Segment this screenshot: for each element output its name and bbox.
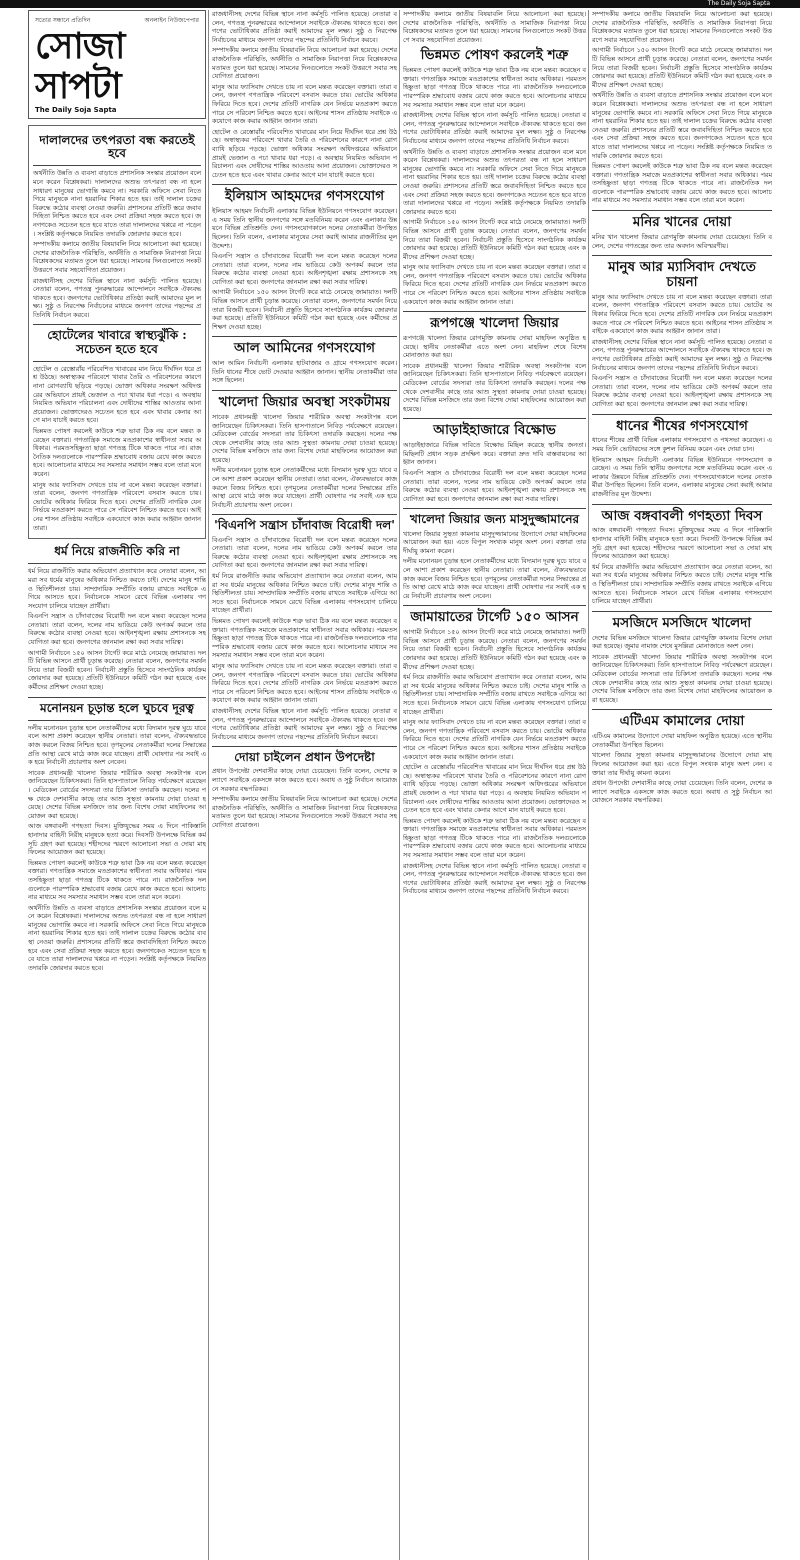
divider xyxy=(403,605,586,606)
article-headline: ধানের শীষের গণসংযোগ xyxy=(616,417,748,434)
article-body xyxy=(592,634,772,705)
divider xyxy=(28,720,206,721)
article-body xyxy=(212,767,397,829)
article-paragraph: ধানের শীষের প্রার্থী বিভিন্ন এলাকায় গণসংযোগ ও পথসভা করেছেন। এ সময় তিনি ভোটারদের সঙ্গে কুশল বিনিময় করেন এবং দোয়া চান। xyxy=(592,436,772,453)
article-paragraph: দলীয় মনোনয়ন চূড়ান্ত হলে নেতাকর্মীদের মধ্যে বিদ্যমান দূরত্ব ঘুচে যাবে বলে আশা প্রকাশ করেছেন স্থানীয় নেতারা। তারা বলেন, ঐক্যবদ্ধভাবে কাজ করলে বিজয় নিশ্চিত হবে। তৃণমূলের নেতাকর্মীরা দলের সিদ্ধান্তের প্রতি আস্থা রেখে মাঠে কাজ করে যাচ্ছেন। প্রার্থী ঘোষণার পর সবাই এক হয়ে নির্বাচনী প্রচারণায় অংশ নেবেন। xyxy=(28,723,206,767)
article-body xyxy=(212,10,397,179)
column-rule xyxy=(399,10,400,1560)
article-paragraph: আগামী নির্বাচনে ১৫০ আসন টার্গেট করে মাঠে নেমেছে জামায়াত। দলটি বিভিন্ন আসনে প্রার্থী চূড়ান্ত করেছে। নেতারা বলেন, জনগণের সমর্থন নিয়ে তারা বিজয়ী হবেন। নির্বাচনী প্রস্তুতি হিসেবে সাংগঠনিক কার্যক্রম জোরদার করা হয়েছে। প্রতিটি ইউনিয়নে কমিটি গঠন করা হয়েছে এবং কর্মীদের প্রশিক্ষণ দেওয়া হচ্ছে। xyxy=(212,288,397,331)
article-paragraph: সম্পাদকীয় কলামে জাতীয় বিষয়াবলি নিয়ে আলোচনা করা হয়েছে। দেশের রাজনৈতিক পরিস্থিতি, অর্থনীতি ও সামাজিক নিরাপত্তা নিয়ে বিশ্লেষকদের মতামত তুলে ধরা হয়েছে। সামনের দিনগুলোতে সংকট উত্তরণে সবার সহযোগিতা প্রয়োজন। xyxy=(592,10,772,44)
article-paragraph: আল আমিন নির্বাচনী এলাকার হাটবাজার ও গ্রামে গণসংযোগ করেন। তিনি ধানের শীষে ভোট দেওয়ার আহ্বান জানান। স্থানীয় নেতাকর্মীরা তার সঙ্গে ছিলেন। xyxy=(212,359,397,385)
article-body xyxy=(592,233,772,250)
article-paragraph: রাজধানীসহ দেশের বিভিন্ন স্থানে নানা কর্মসূচি পালিত হয়েছে। নেতারা বলেন, গণতন্ত্র পুনরুদ্ধারের আন্দোলনে সবাইকে ঐক্যবদ্ধ থাকতে হবে। জনগণের ভোটাধিকার প্রতিষ্ঠা করাই আমাদের মূল লক্ষ্য। সুষ্ঠু ও নিরপেক্ষ নির্বাচনের মাধ্যমে জনগণ তাদের পছন্দের প্রতিনিধি নির্বাচন করবে। xyxy=(403,861,586,896)
article-body xyxy=(33,169,201,319)
article-body xyxy=(28,567,206,691)
article-paragraph: রাজধানীসহ দেশের বিভিন্ন স্থানে নানা কর্মসূচি পালিত হয়েছে। নেতারা বলেন, গণতন্ত্র পুনরুদ্ধারের আন্দোলনে সবাইকে ঐক্যবদ্ধ থাকতে হবে। জনগণের ভোটাধিকার প্রতিষ্ঠা করাই আমাদের মূল লক্ষ্য। সুষ্ঠু ও নিরপেক্ষ নির্বাচনের মাধ্যমে জনগণ তাদের পছন্দের প্রতিনিধি নির্বাচন করবে। xyxy=(212,10,397,44)
article-paragraph: বিএনপি সন্ত্রাস ও চাঁদাবাজের বিরোধী দল বলে মন্তব্য করেছেন দলের নেতারা। তারা বলেন, দলের নাম ভাঙিয়ে কেউ অপকর্ম করলে তার বিরুদ্ধে কঠোর ব্যবস্থা নেওয়া হবে। আইনশৃঙ্খলা রক্ষায় প্রশাসনকে সহযোগিতা করা হবে। জনগণের জানমাল রক্ষা করা সবার দায়িত্ব। xyxy=(403,469,586,503)
article-paragraph: হোটেল ও রেস্তোরাঁয় পরিবেশিত খাবারের মান নিয়ে দীর্ঘদিন ধরে প্রশ্ন উঠছে। অস্বাস্থ্যকর পরিবেশে খাবার তৈরি ও পরিবেশনের কারণে নানা রোগব্যাধি ছড়িয়ে পড়ছে। ভোক্তা অধিকার সংরক্ষণ অধিদপ্তরের অভিযানে প্রায়ই ভেজাল ও পচা খাবার ধরা পড়ে। এ অবস্থায় নিয়মিত অভিযান পরিচালনা এবং দোষীদের শাস্তির আওতায় আনা প্রয়োজন। ভোক্তাদেরও সচেতন হতে হবে এবং খাবার কেনার আগে মান যাচাই করতে হবে। xyxy=(403,763,586,815)
article-paragraph: সম্পাদকীয় কলামে জাতীয় বিষয়াবলি নিয়ে আলোচনা করা হয়েছে। দেশের রাজনৈতিক পরিস্থিতি, অর্থনীতি ও সামাজিক নিরাপত্তা নিয়ে বিশ্লেষকদের মতামত তুলে ধরা হয়েছে। সামনের দিনগুলোতে সংকট উত্তরণে সবার সহযোগিতা প্রয়োজন। xyxy=(212,795,397,830)
divider xyxy=(403,311,586,312)
article-paragraph: সম্পাদকীয় কলামে জাতীয় বিষয়াবলি নিয়ে আলোচনা করা হয়েছে। দেশের রাজনৈতিক পরিস্থিতি, অর্থনীতি ও সামাজিক নিরাপত্তা নিয়ে বিশ্লেষকদের মতামত তুলে ধরা হয়েছে। সামনের দিনগুলোতে সংকট উত্তরণে সবার সহযোগিতা প্রয়োজন। xyxy=(403,10,586,44)
article-paragraph: আড়াইহাজারে বিভিন্ন দাবিতে বিক্ষোভ মিছিল করেছে স্থানীয় জনতা। মিছিলটি প্রধান সড়ক প্রদক্ষিণ করে। বক্তারা দ্রুত দাবি বাস্তবায়নের আহ্বান জানান। xyxy=(403,441,586,467)
masthead-tag-left: সত্যের সন্ধানে প্রতিদিন xyxy=(35,17,91,24)
article-paragraph: মানুষ আর ফ্যাসিবাদ দেখতে চায় না বলে মন্তব্য করেছেন বক্তারা। তারা বলেন, জনগণ গণতান্ত্রিক পরিবেশে বসবাস করতে চায়। ভোটের অধিকার ফিরিয়ে দিতে হবে। দেশের প্রতিটি নাগরিক যেন নির্ভয়ে মতপ্রকাশ করতে পারে সে পরিবেশ নিশ্চিত করতে হবে। আইনের শাসন প্রতিষ্ঠায় সবাইকে একযোগে কাজ করার আহ্বান জানান তারা। xyxy=(212,82,397,126)
article-headline: মানুষ আর ম্যাসিবাদ দেখতে চায়না xyxy=(608,259,756,290)
article-paragraph: অর্থনীতি উন্নতি ও ব্যবসা বাড়াতে প্রশাসনিক সংস্কার প্রয়োজন বলে মনে করেন বিশ্লেষকরা। দালালদের অশুভ তৎপরতা বন্ধ না হলে সাধারণ মানুষের ভোগান্তি কমবে না। সরকারি অফিসে সেবা নিতে গিয়ে মানুষকে নানা হয়রানির শিকার হতে হয়। তাই দালাল চক্রের বিরুদ্ধে কঠোর ব্যবস্থা নেওয়া জরুরি। প্রশাসনের প্রতিটি স্তরে জবাবদিহিতা নিশ্চিত করতে হবে এবং সেবা প্রক্রিয়া সহজ করতে হবে। জনগণকেও সচেতন হতে হবে যাতে তারা দালালদের খপ্পরে না পড়েন। সংশ্লিষ্ট কর্তৃপক্ষকে নিয়মিত তদারকি জোরদার করতে হবে। xyxy=(403,147,586,216)
article-paragraph: বিএনপি সন্ত্রাস ও চাঁদাবাজের বিরোধী দল বলে মন্তব্য করেছেন দলের নেতারা। তারা বলেন, দলের নাম ভাঙিয়ে কেউ অপকর্ম করলে তার বিরুদ্ধে কঠোর ব্যবস্থা নেওয়া হবে। আইনশৃঙ্খলা রক্ষায় প্রশাসনকে সহযোগিতা করা হবে। জনগণের জানমাল রক্ষা করা সবার দায়িত্ব। xyxy=(212,252,397,286)
article-paragraph: এটিএম কামালের উদ্যোগে দোয়া মাহফিল অনুষ্ঠিত হয়েছে। এতে স্থানীয় নেতাকর্মীরা উপস্থিত ছিলেন। xyxy=(592,732,772,749)
masthead xyxy=(28,10,206,119)
article-headline: মনোনয়ন চূড়ান্ত হলে ঘুচবে দূরত্ব xyxy=(40,700,194,715)
article-paragraph: রাজধানীসহ দেশের বিভিন্ন স্থানে নানা কর্মসূচি পালিত হয়েছে। নেতারা বলেন, গণতন্ত্র পুনরুদ্ধারের আন্দোলনে সবাইকে ঐক্যবদ্ধ থাকতে হবে। জনগণের ভোটাধিকার প্রতিষ্ঠা করাই আমাদের মূল লক্ষ্য। সুষ্ঠু ও নিরপেক্ষ নির্বাচনের মাধ্যমে জনগণ তাদের পছন্দের প্রতিনিধি নির্বাচন করবে। xyxy=(403,111,586,145)
article-body xyxy=(592,10,772,205)
article-headline: 'বিএনপি সন্ত্রাস চাঁদাবাজ বিরোধী দল' xyxy=(214,518,395,533)
article-body xyxy=(592,293,772,409)
article-headline: রূপগঞ্জে খালেদা জিয়ার xyxy=(430,315,559,332)
article-headline: মনির খানের দোয়া xyxy=(632,214,732,231)
divider xyxy=(212,514,397,515)
article-paragraph: আগামী নির্বাচনে ১৫০ আসন টার্গেট করে মাঠে নেমেছে জামায়াত। দলটি বিভিন্ন আসনে প্রার্থী চূড়ান্ত করেছে। নেতারা বলেন, জনগণের সমর্থন নিয়ে তারা বিজয়ী হবেন। নির্বাচনী প্রস্তুতি হিসেবে সাংগঠনিক কার্যক্রম জোরদার করা হয়েছে। প্রতিটি ইউনিয়নে কমিটি গঠন করা হয়েছে এবং কর্মীদের প্রশিক্ষণ দেওয়া হচ্ছে। xyxy=(403,628,586,671)
article-paragraph: প্রধান উপদেষ্টা দেশবাসীর কাছে দোয়া চেয়েছেন। তিনি বলেন, দেশের কল্যাণে সবাইকে একসঙ্গে কাজ করতে হবে। অবাধ ও সুষ্ঠু নির্বাচন আয়োজনে সরকার বদ্ধপরিকর। xyxy=(592,779,772,805)
column-rule xyxy=(588,10,589,1560)
article-paragraph: মানুষ আর ফ্যাসিবাদ দেখতে চায় না বলে মন্তব্য করেছেন বক্তারা। তারা বলেন, জনগণ গণতান্ত্রিক পরিবেশে বসবাস করতে চায়। ভোটের অধিকার ফিরিয়ে দিতে হবে। দেশের প্রতিটি নাগরিক যেন নির্ভয়ে মতপ্রকাশ করতে পারে সে পরিবেশ নিশ্চিত করতে হবে। আইনের শাসন প্রতিষ্ঠায় সবাইকে একযোগে কাজ করার আহ্বান জানান তারা। xyxy=(212,661,397,705)
divider xyxy=(592,255,772,256)
column-4 xyxy=(592,10,772,1560)
divider xyxy=(592,611,772,612)
article-headline: ভিন্নমত পোষণ করলেই শত্রু xyxy=(420,47,569,64)
article-headline: দোয়া চাইলেন প্রধান উপদেষ্টা xyxy=(234,750,375,765)
divider xyxy=(212,336,397,337)
divider xyxy=(28,697,206,698)
article-paragraph: সাবেক প্রধানমন্ত্রী খালেদা জিয়ার শারীরিক অবস্থা সংকটাপন্ন বলে জানিয়েছেন চিকিৎসকরা। তিনি হাসপাতালে নিবিড় পর্যবেক্ষণে রয়েছেন। মেডিকেল বোর্ডের সদস্যরা তার চিকিৎসা তদারকি করছেন। দলের পক্ষ থেকে দেশবাসীর কাছে তার আশু সুস্থতা কামনায় দোয়া চাওয়া হয়েছে। দেশের বিভিন্ন মসজিদে তার জন্য বিশেষ দোয়া মাহফিলের আয়োজন করা হয়েছে। xyxy=(212,412,397,464)
article-body xyxy=(403,334,586,413)
divider xyxy=(403,418,586,419)
article-paragraph: ভিন্নমত পোষণ করলেই কাউকে শত্রু ভাবা ঠিক নয় বলে মন্তব্য করেছেন বক্তারা। গণতান্ত্রিক সমাজে মতপ্রকাশের স্বাধীনতা সবার অধিকার। পরমতসহিষ্ণুতা ছাড়া গণতন্ত্র টিকে থাকতে পারে না। রাজনৈতিক দলগুলোকে পারস্পরিক শ্রদ্ধাবোধ বজায় রেখে কাজ করতে হবে। আলোচনার মাধ্যমে সব সমস্যার সমাধান সম্ভব বলে তারা মনে করেন। xyxy=(403,816,586,860)
article-paragraph: মানুষ আর ফ্যাসিবাদ দেখতে চায় না বলে মন্তব্য করেছেন বক্তারা। তারা বলেন, জনগণ গণতান্ত্রিক পরিবেশে বসবাস করতে চায়। ভোটের অধিকার ফিরিয়ে দিতে হবে। দেশের প্রতিটি নাগরিক যেন নির্ভয়ে মতপ্রকাশ করতে পারে সে পরিবেশ নিশ্চিত করতে হবে। আইনের শাসন প্রতিষ্ঠায় সবাইকে একযোগে কাজ করার আহ্বান জানান তারা। xyxy=(403,263,586,306)
article-paragraph: আজ বঙ্গবাবলী গণহত্যা দিবস। মুক্তিযুদ্ধের সময় এ দিনে পাকিস্তানি হানাদার বাহিনী নিরীহ মানুষকে হত্যা করে। দিবসটি উপলক্ষে বিভিন্ন কর্মসূচি গ্রহণ করা হয়েছে। শহীদদের স্মরণে আলোচনা সভা ও দোয়া মাহফিলের আয়োজন করা হয়েছে। xyxy=(28,822,206,857)
article-paragraph: দলীয় মনোনয়ন চূড়ান্ত হলে নেতাকর্মীদের মধ্যে বিদ্যমান দূরত্ব ঘুচে যাবে বলে আশা প্রকাশ করেছেন স্থানীয় নেতারা। তারা বলেন, ঐক্যবদ্ধভাবে কাজ করলে বিজয় নিশ্চিত হবে। তৃণমূলের নেতাকর্মীরা দলের সিদ্ধান্তের প্রতি আস্থা রেখে মাঠে কাজ করে যাচ্ছেন। প্রার্থী ঘোষণার পর সবাই এক হয়ে নির্বাচনী প্রচারণায় অংশ নেবেন। xyxy=(403,557,586,600)
divider xyxy=(592,210,772,211)
article-headline: খালেদা জিয়ার অবস্থা সংকটাময় xyxy=(218,394,391,411)
divider xyxy=(33,361,201,362)
top-bar xyxy=(0,0,800,8)
newspaper-name: সোজা সাপটা xyxy=(35,25,125,107)
article-body xyxy=(592,436,772,498)
article-paragraph: ভিন্নমত পোষণ করলেই কাউকে শত্রু ভাবা ঠিক নয় বলে মন্তব্য করেছেন বক্তারা। গণতান্ত্রিক সমাজে মতপ্রকাশের স্বাধীনতা সবার অধিকার। পরমতসহিষ্ণুতা ছাড়া গণতন্ত্র টিকে থাকতে পারে না। রাজনৈতিক দলগুলোকে পারস্পরিক শ্রদ্ধাবোধ বজায় রেখে কাজ করতে হবে। আলোচনার মাধ্যমে সব সমস্যার সমাধান সম্ভব বলে তারা মনে করেন। xyxy=(28,858,206,902)
article-body xyxy=(212,359,397,385)
article-paragraph: রূপগঞ্জে খালেদা জিয়ার রোগমুক্তি কামনায় দোয়া মাহফিল অনুষ্ঠিত হয়েছে। স্থানীয় নেতাকর্মীরা এতে অংশ নেন। মাহফিল শেষে বিশেষ মোনাজাত করা হয়। xyxy=(403,334,586,360)
article-paragraph: সাবেক প্রধানমন্ত্রী খালেদা জিয়ার শারীরিক অবস্থা সংকটাপন্ন বলে জানিয়েছেন চিকিৎসকরা। তিনি হাসপাতালে নিবিড় পর্যবেক্ষণে রয়েছেন। মেডিকেল বোর্ডের সদস্যরা তার চিকিৎসা তদারকি করছেন। দলের পক্ষ থেকে দেশবাসীর কাছে তার আশু সুস্থতা কামনায় দোয়া চাওয়া হয়েছে। দেশের বিভিন্ন মসজিদে তার জন্য বিশেষ দোয়া মাহফিলের আয়োজন করা হয়েছে। xyxy=(403,361,586,413)
article-paragraph: রাজধানীসহ দেশের বিভিন্ন স্থানে নানা কর্মসূচি পালিত হয়েছে। নেতারা বলেন, গণতন্ত্র পুনরুদ্ধারের আন্দোলনে সবাইকে ঐক্যবদ্ধ থাকতে হবে। জনগণের ভোটাধিকার প্রতিষ্ঠা করাই আমাদের মূল লক্ষ্য। সুষ্ঠু ও নিরপেক্ষ নির্বাচনের মাধ্যমে জনগণ তাদের পছন্দের প্রতিনিধি নির্বাচন করবে। xyxy=(33,276,201,319)
divider xyxy=(33,165,201,166)
divider xyxy=(592,414,772,415)
article-paragraph: সম্পাদকীয় কলামে জাতীয় বিষয়াবলি নিয়ে আলোচনা করা হয়েছে। দেশের রাজনৈতিক পরিস্থিতি, অর্থনীতি ও সামাজিক নিরাপত্তা নিয়ে বিশ্লেষকদের মতামত তুলে ধরা হয়েছে। সামনের দিনগুলোতে সংকট উত্তরণে সবার সহযোগিতা প্রয়োজন। xyxy=(212,46,397,81)
article-paragraph: রাজধানীসহ দেশের বিভিন্ন স্থানে নানা কর্মসূচি পালিত হয়েছে। নেতারা বলেন, গণতন্ত্র পুনরুদ্ধারের আন্দোলনে সবাইকে ঐক্যবদ্ধ থাকতে হবে। জনগণের ভোটাধিকার প্রতিষ্ঠা করাই আমাদের মূল লক্ষ্য। সুষ্ঠু ও নিরপেক্ষ নির্বাচনের মাধ্যমে জনগণ তাদের পছন্দের প্রতিনিধি নির্বাচন করবে। xyxy=(212,706,397,741)
article-body xyxy=(592,526,772,605)
article-paragraph: ধর্ম নিয়ে রাজনীতি করার অভিযোগ প্রত্যাখ্যান করে নেতারা বলেন, আমরা সব ধর্মের মানুষের অধিকার নিশ্চিত করতে চাই। দেশের মানুষ শান্তি ও স্থিতিশীলতা চায়। সাম্প্রদায়িক সম্প্রীতি বজায় রাখতে সবাইকে এগিয়ে আসতে হবে। নির্বাচনকে সামনে রেখে বিভিন্ন এলাকায় গণসংযোগ চালিয়ে যাচ্ছেন প্রার্থীরা। xyxy=(28,567,206,610)
article-paragraph: ভিন্নমত পোষণ করলেই কাউকে শত্রু ভাবা ঠিক নয় বলে মন্তব্য করেছেন বক্তারা। গণতান্ত্রিক সমাজে মতপ্রকাশের স্বাধীনতা সবার অধিকার। পরমতসহিষ্ণুতা ছাড়া গণতন্ত্র টিকে থাকতে পারে না। রাজনৈতিক দলগুলোকে পারস্পরিক শ্রদ্ধাবোধ বজায় রেখে কাজ করতে হবে। আলোচনার মাধ্যমে সব সমস্যার সমাধান সম্ভব বলে তারা মনে করেন। xyxy=(592,162,772,205)
article-paragraph: ভিন্নমত পোষণ করলেই কাউকে শত্রু ভাবা ঠিক নয় বলে মন্তব্য করেছেন বক্তারা। গণতান্ত্রিক সমাজে মতপ্রকাশের স্বাধীনতা সবার অধিকার। পরমতসহিষ্ণুতা ছাড়া গণতন্ত্র টিকে থাকতে পারে না। রাজনৈতিক দলগুলোকে পারস্পরিক শ্রদ্ধাবোধ বজায় রেখে কাজ করতে হবে। আলোচনার মাধ্যমে সব সমস্যার সমাধান সম্ভব বলে তারা মনে করেন। xyxy=(33,427,201,478)
article-paragraph: আগামী নির্বাচনে ১৫০ আসন টার্গেট করে মাঠে নেমেছে জামায়াত। দলটি বিভিন্ন আসনে প্রার্থী চূড়ান্ত করেছে। নেতারা বলেন, জনগণের সমর্থন নিয়ে তারা বিজয়ী হবেন। নির্বাচনী প্রস্তুতি হিসেবে সাংগঠনিক কার্যক্রম জোরদার করা হয়েছে। প্রতিটি ইউনিয়নে কমিটি গঠন করা হয়েছে এবং কর্মীদের প্রশিক্ষণ দেওয়া হচ্ছে। xyxy=(403,218,586,261)
article-paragraph: বিএনপি সন্ত্রাস ও চাঁদাবাজের বিরোধী দল বলে মন্তব্য করেছেন দলের নেতারা। তারা বলেন, দলের নাম ভাঙিয়ে কেউ অপকর্ম করলে তার বিরুদ্ধে কঠোর ব্যবস্থা নেওয়া হবে। আইনশৃঙ্খলা রক্ষায় প্রশাসনকে সহযোগিতা করা হবে। জনগণের জানমাল রক্ষা করা সবার দায়িত্ব। xyxy=(212,535,397,570)
article-body xyxy=(403,530,586,601)
article-paragraph: মানুষ আর ফ্যাসিবাদ দেখতে চায় না বলে মন্তব্য করেছেন বক্তারা। তারা বলেন, জনগণ গণতান্ত্রিক পরিবেশে বসবাস করতে চায়। ভোটের অধিকার ফিরিয়ে দিতে হবে। দেশের প্রতিটি নাগরিক যেন নির্ভয়ে মতপ্রকাশ করতে পারে সে পরিবেশ নিশ্চিত করতে হবে। আইনের শাসন প্রতিষ্ঠায় সবাইকে একযোগে কাজ করার আহ্বান জানান তারা। xyxy=(403,718,586,761)
article-paragraph: দেশের বিভিন্ন মসজিদে খালেদা জিয়ার রোগমুক্তি কামনায় বিশেষ দোয়া করা হয়েছে। জুমার নামাজ শেষে মুসল্লিরা মোনাজাতে অংশ নেন। xyxy=(592,633,772,651)
divider xyxy=(212,390,397,391)
article-headline: আজ বঙ্গবাবলী গণহত্যা দিবস xyxy=(601,507,763,524)
article-body xyxy=(33,365,201,532)
article-paragraph: অর্থনীতি উন্নতি ও ব্যবসা বাড়াতে প্রশাসনিক সংস্কার প্রয়োজন বলে মনে করেন বিশ্লেষকরা। দালালদের অশুভ তৎপরতা বন্ধ না হলে সাধারণ মানুষের ভোগান্তি কমবে না। সরকারি অফিসে সেবা নিতে গিয়ে মানুষকে নানা হয়রানির শিকার হতে হয়। তাই দালাল চক্রের বিরুদ্ধে কঠোর ব্যবস্থা নেওয়া জরুরি। প্রশাসনের প্রতিটি স্তরে জবাবদিহিতা নিশ্চিত করতে হবে এবং সেবা প্রক্রিয়া সহজ করতে হবে। জনগণকেও সচেতন হতে হবে যাতে তারা দালালদের খপ্পরে না পড়েন। সংশ্লিষ্ট কর্তৃপক্ষকে নিয়মিত তদারকি জোরদার করতে হবে। xyxy=(28,903,206,972)
article-paragraph: রাজধানীসহ দেশের বিভিন্ন স্থানে নানা কর্মসূচি পালিত হয়েছে। নেতারা বলেন, গণতন্ত্র পুনরুদ্ধারের আন্দোলনে সবাইকে ঐক্যবদ্ধ থাকতে হবে। জনগণের ভোটাধিকার প্রতিষ্ঠা করাই আমাদের মূল লক্ষ্য। সুষ্ঠু ও নিরপেক্ষ নির্বাচনের মাধ্যমে জনগণ তাদের পছন্দের প্রতিনিধি নির্বাচন করবে। xyxy=(592,337,772,372)
column-rule xyxy=(208,10,209,1560)
article-paragraph: আগামী নির্বাচনে ১৫০ আসন টার্গেট করে মাঠে নেমেছে জামায়াত। দলটি বিভিন্ন আসনে প্রার্থী চূড়ান্ত করেছে। নেতারা বলেন, জনগণের সমর্থন নিয়ে তারা বিজয়ী হবেন। নির্বাচনী প্রস্তুতি হিসেবে সাংগঠনিক কার্যক্রম জোরদার করা হয়েছে। প্রতিটি ইউনিয়নে কমিটি গঠন করা হয়েছে এবং কর্মীদের প্রশিক্ষণ দেওয়া হচ্ছে। xyxy=(592,46,772,89)
article-headline: আল আমিনের গণসংযোগ xyxy=(234,340,375,357)
article-paragraph: হোটেল ও রেস্তোরাঁয় পরিবেশিত খাবারের মান নিয়ে দীর্ঘদিন ধরে প্রশ্ন উঠছে। অস্বাস্থ্যকর পরিবেশে খাবার তৈরি ও পরিবেশনের কারণে নানা রোগব্যাধি ছড়িয়ে পড়ছে। ভোক্তা অধিকার সংরক্ষণ অধিদপ্তরের অভিযানে প্রায়ই ভেজাল ও পচা খাবার ধরা পড়ে। এ অবস্থায় নিয়মিত অভিযান পরিচালনা এবং দোষীদের শাস্তির আওতায় আনা প্রয়োজন। ভোক্তাদেরও সচেতন হতে হবে এবং খাবার কেনার আগে মান যাচাই করতে হবে। xyxy=(33,364,201,425)
article-headline: আড়াইহাজারে বিক্ষোভ xyxy=(433,422,556,439)
article-paragraph: প্রধান উপদেষ্টা দেশবাসীর কাছে দোয়া চেয়েছেন। তিনি বলেন, দেশের কল্যাণে সবাইকে একসঙ্গে কাজ করতে হবে। অবাধ ও সুষ্ঠু নির্বাচন আয়োজনে সরকার বদ্ধপরিকর। xyxy=(212,767,397,793)
article-paragraph: বিএনপি সন্ত্রাস ও চাঁদাবাজের বিরোধী দল বলে মন্তব্য করেছেন দলের নেতারা। তারা বলেন, দলের নাম ভাঙিয়ে কেউ অপকর্ম করলে তার বিরুদ্ধে কঠোর ব্যবস্থা নেওয়া হবে। আইনশৃঙ্খলা রক্ষায় প্রশাসনকে সহযোগিতা করা হবে। জনগণের জানমাল রক্ষা করা সবার দায়িত্ব। xyxy=(592,374,772,408)
article-paragraph: অর্থনীতি উন্নতি ও ব্যবসা বাড়াতে প্রশাসনিক সংস্কার প্রয়োজন বলে মনে করেন বিশ্লেষকরা। দালালদের অশুভ তৎপরতা বন্ধ না হলে সাধারণ মানুষের ভোগান্তি কমবে না। সরকারি অফিসে সেবা নিতে গিয়ে মানুষকে নানা হয়রানির শিকার হতে হয়। তাই দালাল চক্রের বিরুদ্ধে কঠোর ব্যবস্থা নেওয়া জরুরি। প্রশাসনের প্রতিটি স্তরে জবাবদিহিতা নিশ্চিত করতে হবে এবং সেবা প্রক্রিয়া সহজ করতে হবে। জনগণকেও সচেতন হতে হবে যাতে তারা দালালদের খপ্পরে না পড়েন। সংশ্লিষ্ট কর্তৃপক্ষকে নিয়মিত তদারকি জোরদার করতে হবে। xyxy=(33,169,201,238)
article-paragraph: ধর্ম নিয়ে রাজনীতি করার অভিযোগ প্রত্যাখ্যান করে নেতারা বলেন, আমরা সব ধর্মের মানুষের অধিকার নিশ্চিত করতে চাই। দেশের মানুষ শান্তি ও স্থিতিশীলতা চায়। সাম্প্রদায়িক সম্প্রীতি বজায় রাখতে সবাইকে এগিয়ে আসতে হবে। নির্বাচনকে সামনে রেখে বিভিন্ন এলাকায় গণসংযোগ চালিয়ে যাচ্ছেন প্রার্থীরা। xyxy=(212,572,397,615)
article-headline: ধর্ম নিয়ে রাজনীতি করি না xyxy=(54,544,180,559)
article-paragraph: সাবেক প্রধানমন্ত্রী খালেদা জিয়ার শারীরিক অবস্থা সংকটাপন্ন বলে জানিয়েছেন চিকিৎসকরা। তিনি হাসপাতালে নিবিড় পর্যবেক্ষণে রয়েছেন। মেডিকেল বোর্ডের সদস্যরা তার চিকিৎসা তদারকি করছেন। দলের পক্ষ থেকে দেশবাসীর কাছে তার আশু সুস্থতা কামনায় দোয়া চাওয়া হয়েছে। দেশের বিভিন্ন মসজিদে তার জন্য বিশেষ দোয়া মাহফিলের আয়োজন করা হয়েছে। xyxy=(28,768,206,820)
article-body xyxy=(28,724,206,973)
article-headline: ইলিয়াস আহমদের গণসংযোগ xyxy=(224,188,385,205)
article-paragraph: আগামী নির্বাচনে ১৫০ আসন টার্গেট করে মাঠে নেমেছে জামায়াত। দলটি বিভিন্ন আসনে প্রার্থী চূড়ান্ত করেছে। নেতারা বলেন, জনগণের সমর্থন নিয়ে তারা বিজয়ী হবেন। নির্বাচনী প্রস্তুতি হিসেবে সাংগঠনিক কার্যক্রম জোরদার করা হয়েছে। প্রতিটি ইউনিয়নে কমিটি গঠন করা হয়েছে এবং কর্মীদের প্রশিক্ষণ দেওয়া হচ্ছে। xyxy=(28,648,206,692)
article-headline: খালেদা জিয়ার জন্য মাসুদুজ্জামানের xyxy=(409,512,580,527)
article-headline: হোটেলের খাবারে স্বাস্থ্যঝুঁকি : সচেতন হতে হবে xyxy=(47,328,187,356)
article-body xyxy=(403,628,586,896)
article-paragraph: ইলিয়াস আহমদ নির্বাচনী এলাকার বিভিন্ন ইউনিয়নে গণসংযোগ করেছেন। এ সময় তিনি স্থানীয় জনগণের সঙ্গে মতবিনিময় করেন এবং এলাকার উন্নয়নে বিভিন্ন প্রতিশ্রুতি দেন। গণসংযোগকালে দলের নেতাকর্মীরা উপস্থিত ছিলেন। তিনি বলেন, এলাকার মানুষের সেবা করাই আমার রাজনীতির মূল উদ্দেশ্য। xyxy=(592,455,772,498)
article-paragraph: ভিন্নমত পোষণ করলেই কাউকে শত্রু ভাবা ঠিক নয় বলে মন্তব্য করেছেন বক্তারা। গণতান্ত্রিক সমাজে মতপ্রকাশের স্বাধীনতা সবার অধিকার। পরমতসহিষ্ণুতা ছাড়া গণতন্ত্র টিকে থাকতে পারে না। রাজনৈতিক দলগুলোকে পারস্পরিক শ্রদ্ধাবোধ বজায় রেখে কাজ করতে হবে। আলোচনার মাধ্যমে সব সমস্যার সমাধান সম্ভব বলে তারা মনে করেন। xyxy=(403,66,586,109)
article-paragraph: অর্থনীতি উন্নতি ও ব্যবসা বাড়াতে প্রশাসনিক সংস্কার প্রয়োজন বলে মনে করেন বিশ্লেষকরা। দালালদের অশুভ তৎপরতা বন্ধ না হলে সাধারণ মানুষের ভোগান্তি কমবে না। সরকারি অফিসে সেবা নিতে গিয়ে মানুষকে নানা হয়রানির শিকার হতে হয়। তাই দালাল চক্রের বিরুদ্ধে কঠোর ব্যবস্থা নেওয়া জরুরি। প্রশাসনের প্রতিটি স্তরে জবাবদিহিতা নিশ্চিত করতে হবে এবং সেবা প্রক্রিয়া সহজ করতে হবে। জনগণকেও সচেতন হতে হবে যাতে তারা দালালদের খপ্পরে না পড়েন। সংশ্লিষ্ট কর্তৃপক্ষকে নিয়মিত তদারকি জোরদার করতে হবে। xyxy=(592,91,772,160)
article-paragraph: খালেদা জিয়ার সুস্থতা কামনায় মাসুদুজ্জামানের উদ্যোগে দোয়া মাহফিলের আয়োজন করা হয়। এতে বিপুল সংখ্যক মানুষ অংশ নেন। বক্তারা তার দীর্ঘায়ু কামনা করেন। xyxy=(592,751,772,777)
article-body xyxy=(403,66,586,306)
article-paragraph: মানুষ আর ফ্যাসিবাদ দেখতে চায় না বলে মন্তব্য করেছেন বক্তারা। তারা বলেন, জনগণ গণতান্ত্রিক পরিবেশে বসবাস করতে চায়। ভোটের অধিকার ফিরিয়ে দিতে হবে। দেশের প্রতিটি নাগরিক যেন নির্ভয়ে মতপ্রকাশ করতে পারে সে পরিবেশ নিশ্চিত করতে হবে। আইনের শাসন প্রতিষ্ঠায় সবাইকে একযোগে কাজ করার আহ্বান জানান তারা। xyxy=(592,292,772,336)
article-body xyxy=(403,10,586,44)
article-body xyxy=(212,536,397,742)
column-2 xyxy=(212,10,397,1560)
article-headline: দালালদের তৎপরতা বন্ধ করতেই হবে xyxy=(39,133,195,161)
column-1 xyxy=(28,10,206,1560)
divider xyxy=(212,746,397,747)
article-paragraph: বিএনপি সন্ত্রাস ও চাঁদাবাজের বিরোধী দল বলে মন্তব্য করেছেন দলের নেতারা। তারা বলেন, দলের নাম ভাঙিয়ে কেউ অপকর্ম করলে তার বিরুদ্ধে কঠোর ব্যবস্থা নেওয়া হবে। আইনশৃঙ্খলা রক্ষায় প্রশাসনকে সহযোগিতা করা হবে। জনগণের জানমাল রক্ষা করা সবার দায়িত্ব। xyxy=(28,612,206,647)
newspaper-subtitle: The Daily Soja Sapta xyxy=(35,106,117,114)
article-body xyxy=(212,413,397,510)
article-paragraph: মানুষ আর ফ্যাসিবাদ দেখতে চায় না বলে মন্তব্য করেছেন বক্তারা। তারা বলেন, জনগণ গণতান্ত্রিক পরিবেশে বসবাস করতে চায়। ভোটের অধিকার ফিরিয়ে দিতে হবে। দেশের প্রতিটি নাগরিক যেন নির্ভয়ে মতপ্রকাশ করতে পারে সে পরিবেশ নিশ্চিত করতে হবে। আইনের শাসন প্রতিষ্ঠায় সবাইকে একযোগে কাজ করার আহ্বান জানান তারা। xyxy=(33,480,201,532)
editorial-box xyxy=(28,125,206,539)
article-paragraph: ধর্ম নিয়ে রাজনীতি করার অভিযোগ প্রত্যাখ্যান করে নেতারা বলেন, আমরা সব ধর্মের মানুষের অধিকার নিশ্চিত করতে চাই। দেশের মানুষ শান্তি ও স্থিতিশীলতা চায়। সাম্প্রদায়িক সম্প্রীতি বজায় রাখতে সবাইকে এগিয়ে আসতে হবে। নির্বাচনকে সামনে রেখে বিভিন্ন এলাকায় গণসংযোগ চালিয়ে যাচ্ছেন প্রার্থীরা। xyxy=(592,562,772,606)
article-paragraph: ধর্ম নিয়ে রাজনীতি করার অভিযোগ প্রত্যাখ্যান করে নেতারা বলেন, আমরা সব ধর্মের মানুষের অধিকার নিশ্চিত করতে চাই। দেশের মানুষ শান্তি ও স্থিতিশীলতা চায়। সাম্প্রদায়িক সম্প্রীতি বজায় রাখতে সবাইকে এগিয়ে আসতে হবে। নির্বাচনকে সামনে রেখে বিভিন্ন এলাকায় গণসংযোগ চালিয়ে যাচ্ছেন প্রার্থীরা। xyxy=(403,673,586,716)
divider xyxy=(403,508,586,509)
article-paragraph: হোটেল ও রেস্তোরাঁয় পরিবেশিত খাবারের মান নিয়ে দীর্ঘদিন ধরে প্রশ্ন উঠছে। অস্বাস্থ্যকর পরিবেশে খাবার তৈরি ও পরিবেশনের কারণে নানা রোগব্যাধি ছড়িয়ে পড়ছে। ভোক্তা অধিকার সংরক্ষণ অধিদপ্তরের অভিযানে প্রায়ই ভেজাল ও পচা খাবার ধরা পড়ে। এ অবস্থায় নিয়মিত অভিযান পরিচালনা এবং দোষীদের শাস্তির আওতায় আনা প্রয়োজন। ভোক্তাদেরও সচেতন হতে হবে এবং খাবার কেনার আগে মান যাচাই করতে হবে। xyxy=(212,127,397,179)
article-paragraph: খালেদা জিয়ার সুস্থতা কামনায় মাসুদুজ্জামানের উদ্যোগে দোয়া মাহফিলের আয়োজন করা হয়। এতে বিপুল সংখ্যক মানুষ অংশ নেন। বক্তারা তার দীর্ঘায়ু কামনা করেন। xyxy=(403,529,586,555)
divider xyxy=(33,324,201,325)
article-body xyxy=(403,441,586,503)
article-paragraph: দলীয় মনোনয়ন চূড়ান্ত হলে নেতাকর্মীদের মধ্যে বিদ্যমান দূরত্ব ঘুচে যাবে বলে আশা প্রকাশ করেছেন স্থানীয় নেতারা। তারা বলেন, ঐক্যবদ্ধভাবে কাজ করলে বিজয় নিশ্চিত হবে। তৃণমূলের নেতাকর্মীরা দলের সিদ্ধান্তের প্রতি আস্থা রেখে মাঠে কাজ করে যাচ্ছেন। প্রার্থী ঘোষণার পর সবাই এক হয়ে নির্বাচনী প্রচারণায় অংশ নেবেন। xyxy=(212,466,397,509)
article-body xyxy=(212,207,397,331)
column-3 xyxy=(403,10,586,1560)
article-paragraph: সাবেক প্রধানমন্ত্রী খালেদা জিয়ার শারীরিক অবস্থা সংকটাপন্ন বলে জানিয়েছেন চিকিৎসকরা। তিনি হাসপাতালে নিবিড় পর্যবেক্ষণে রয়েছেন। মেডিকেল বোর্ডের সদস্যরা তার চিকিৎসা তদারকি করছেন। দলের পক্ষ থেকে দেশবাসীর কাছে তার আশু সুস্থতা কামনায় দোয়া চাওয়া হয়েছে। দেশের বিভিন্ন মসজিদে তার জন্য বিশেষ দোয়া মাহফিলের আয়োজন করা হয়েছে। xyxy=(592,652,772,704)
article-body xyxy=(592,732,772,805)
masthead-tag-right: অনলাইন নিউজপেপার xyxy=(144,17,199,24)
article-paragraph: সম্পাদকীয় কলামে জাতীয় বিষয়াবলি নিয়ে আলোচনা করা হয়েছে। দেশের রাজনৈতিক পরিস্থিতি, অর্থনীতি ও সামাজিক নিরাপত্তা নিয়ে বিশ্লেষকদের মতামত তুলে ধরা হয়েছে। সামনের দিনগুলোতে সংকট উত্তরণে সবার সহযোগিতা প্রয়োজন। xyxy=(33,240,201,274)
article-paragraph: ইলিয়াস আহমদ নির্বাচনী এলাকার বিভিন্ন ইউনিয়নে গণসংযোগ করেছেন। এ সময় তিনি স্থানীয় জনগণের সঙ্গে মতবিনিময় করেন এবং এলাকার উন্নয়নে বিভিন্ন প্রতিশ্রুতি দেন। গণসংযোগকালে দলের নেতাকর্মীরা উপস্থিত ছিলেন। তিনি বলেন, এলাকার মানুষের সেবা করাই আমার রাজনীতির মূল উদ্দেশ্য। xyxy=(212,207,397,250)
top-bar-right-text: The Daily Soja Sapta xyxy=(707,0,770,7)
article-paragraph: ভিন্নমত পোষণ করলেই কাউকে শত্রু ভাবা ঠিক নয় বলে মন্তব্য করেছেন বক্তারা। গণতান্ত্রিক সমাজে মতপ্রকাশের স্বাধীনতা সবার অধিকার। পরমতসহিষ্ণুতা ছাড়া গণতন্ত্র টিকে থাকতে পারে না। রাজনৈতিক দলগুলোকে পারস্পরিক শ্রদ্ধাবোধ বজায় রেখে কাজ করতে হবে। আলোচনার মাধ্যমে সব সমস্যার সমাধান সম্ভব বলে তারা মনে করেন। xyxy=(212,616,397,660)
divider xyxy=(592,709,772,710)
article-paragraph: মনির খান খালেদা জিয়ার রোগমুক্তি কামনায় দোয়া চেয়েছেন। তিনি বলেন, দেশের গণতন্ত্রের জন্য তার অবদান অবিস্মরণীয়। xyxy=(592,232,772,250)
divider xyxy=(212,184,397,185)
divider xyxy=(592,504,772,505)
article-headline: জামায়াতের টার্গেট ১৫০ আসন xyxy=(410,609,579,626)
article-paragraph: আজ বঙ্গবাবলী গণহত্যা দিবস। মুক্তিযুদ্ধের সময় এ দিনে পাকিস্তানি হানাদার বাহিনী নিরীহ মানুষকে হত্যা করে। দিবসটি উপলক্ষে বিভিন্ন কর্মসূচি গ্রহণ করা হয়েছে। শহীদদের স্মরণে আলোচনা সভা ও দোয়া মাহফিলের আয়োজন করা হয়েছে। xyxy=(592,526,772,561)
divider xyxy=(28,563,206,564)
article-headline: এটিএম কামালের দোয়া xyxy=(619,713,745,730)
article-headline: মসজিদে মসজিদে খালেদা xyxy=(612,614,752,631)
